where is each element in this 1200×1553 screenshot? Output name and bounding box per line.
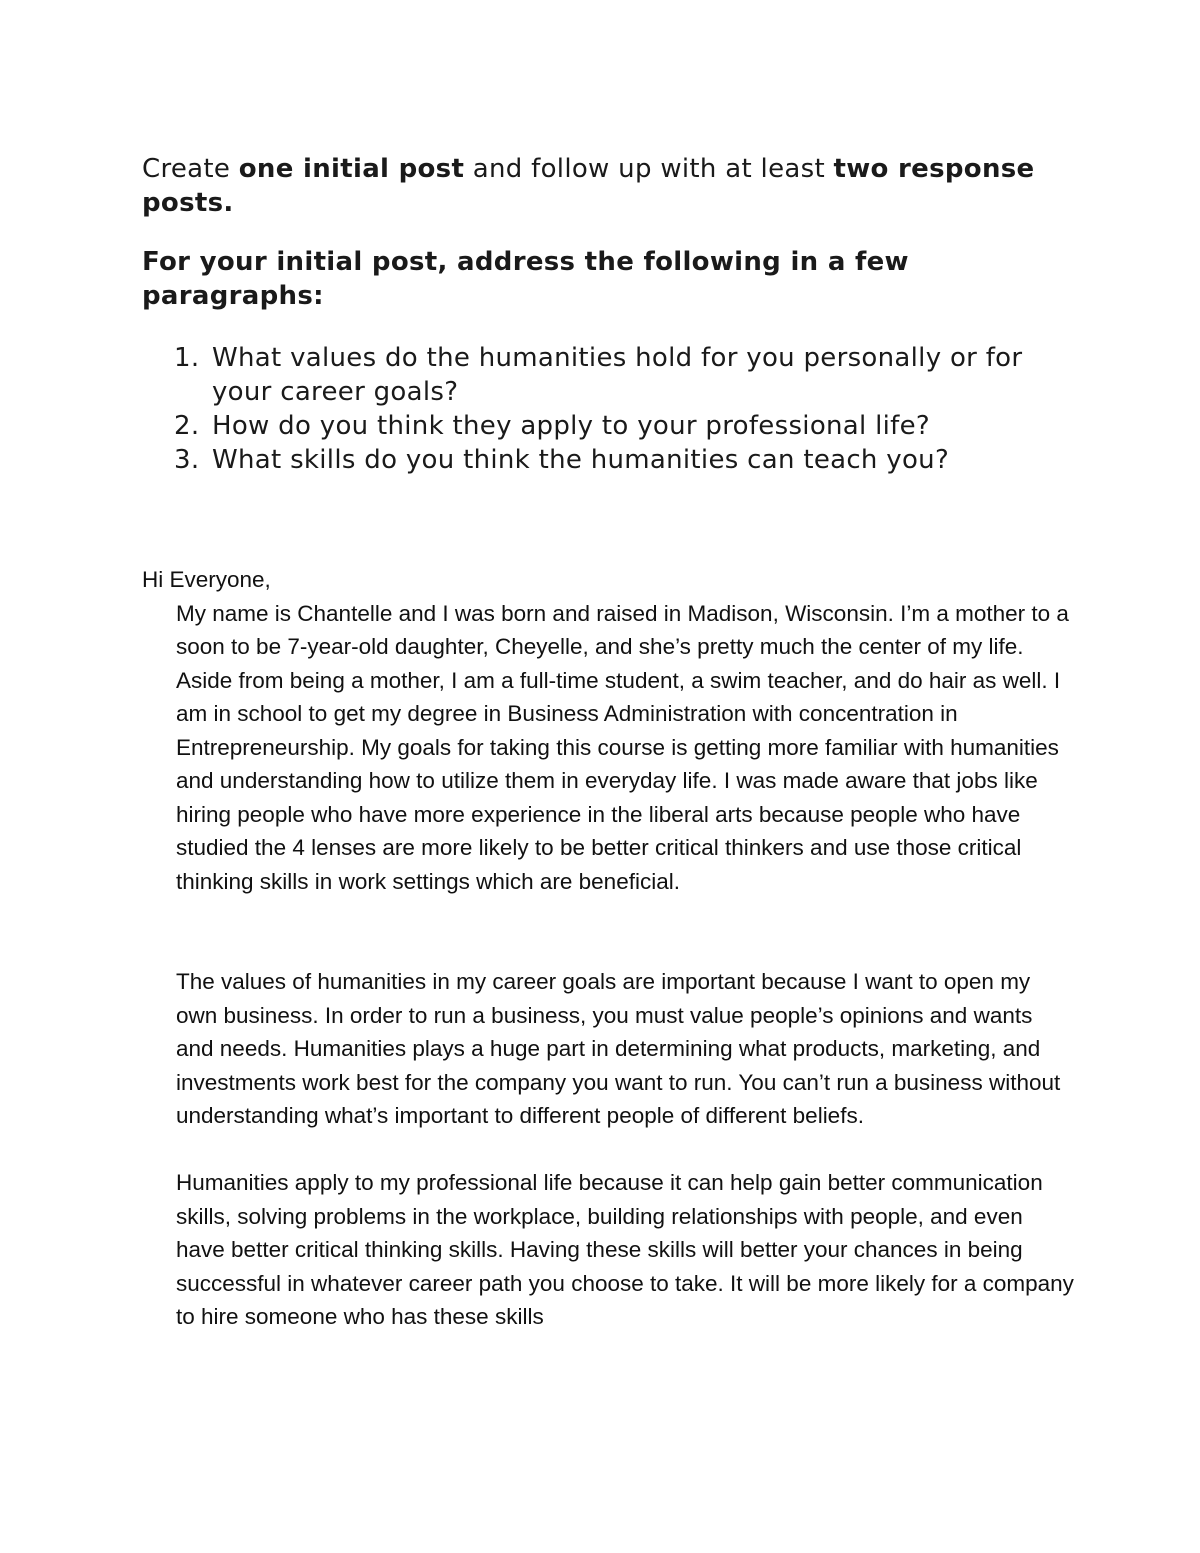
post-paragraph-introduction: My name is Chantelle and I was born and raised in Madison, Wisconsin. I’m a mother to a soon to be 7-year-old daughter, Cheyelle, and she’s pretty much the center of my life. Aside from being a mother, I am a full-time student, a swim teacher, and do hair as well. I am in school to get my degree in Business Administration with concentration in Entrepreneurship. My goals for taking this course is getting more familiar with humanities and understanding how to utilize them in everyday life. I was made aware that jobs like hiring people who have more experience in the liberal arts because people who have studied the 4 lenses are more likely to be better critical thinkers and use those critical thinking skills in work settings which are beneficial. <box>176 600 1069 894</box>
initial-post <box>142 563 1082 1334</box>
question-text: How do you think they apply to your professional life? <box>212 411 931 441</box>
intro-text-2: and follow up with at least <box>464 154 834 184</box>
question-number: 1. <box>174 343 200 373</box>
question-number: 3. <box>174 445 200 475</box>
post-greeting: Hi Everyone, <box>142 567 271 592</box>
instructions-intro <box>142 152 1082 220</box>
question-item <box>142 341 1082 409</box>
question-item <box>142 443 1082 477</box>
instructions-heading: For your initial post, address the following in a few paragraphs: <box>142 247 909 311</box>
question-text: What values do the humanities hold for you personally or for your career goals? <box>212 343 1023 407</box>
assignment-instructions <box>142 152 1082 477</box>
question-list <box>142 341 1082 477</box>
intro-bold-initial-post: one initial post <box>238 154 465 184</box>
intro-bold-response-posts: two response posts. <box>142 154 1035 218</box>
question-number: 2. <box>174 411 200 441</box>
post-paragraph-values: The values of humanities in my career goals are important because I want to open my own business. In order to run a business, you must value people’s opinions and wants and needs. Humanities plays a huge part in determining what products, marketing, and investments work best for the company you want to run. You can’t run a business without understanding what’s important to different people of different beliefs. <box>176 969 1061 1128</box>
question-item <box>142 409 1082 443</box>
intro-text-1: Create <box>142 154 239 184</box>
post-paragraph-professional-life: Humanities apply to my professional life because it can help gain better communication skills, solving problems in the workplace, building relationships with people, and even have better critical thinking skills. Having these skills will better your chances in being successful in whatever career path you choose to take. It will be more likely for a company to hire someone who has these skills <box>176 1170 1074 1329</box>
question-text: What skills do you think the humanities can teach you? <box>212 445 950 475</box>
